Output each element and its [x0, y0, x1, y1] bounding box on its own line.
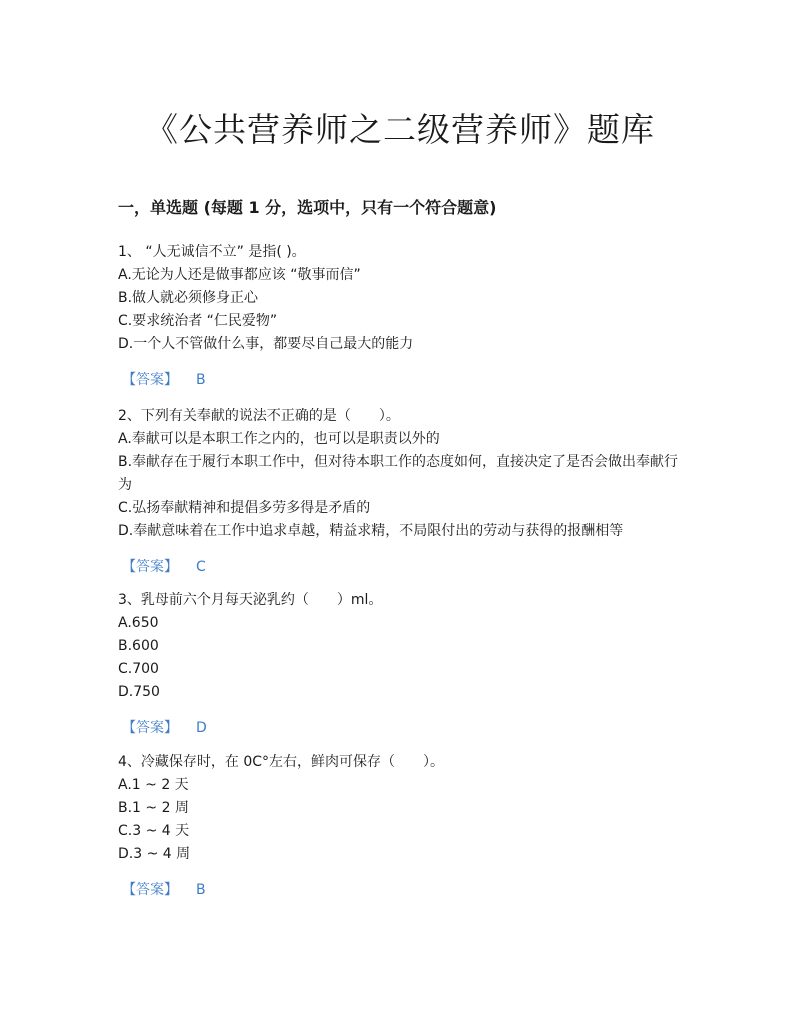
option-d: D.一个人不管做什么事，都要尽自己最大的能力 [118, 336, 414, 352]
option-b: B.600 [118, 638, 159, 654]
answer-value: B [196, 882, 206, 898]
answer-line [118, 879, 688, 902]
option-c: C.要求统治者 “仁民爱物” [118, 313, 278, 329]
option-d: D.奉献意味着在工作中追求卓越，精益求精，不局限付出的劳动与获得的报酬相等 [118, 523, 624, 539]
option-c: C.700 [118, 661, 159, 677]
option-c: C.弘扬奉献精神和提倡多劳多得是矛盾的 [118, 500, 371, 516]
option-a: A.1 ~ 2 天 [118, 777, 189, 793]
answer-line [118, 369, 688, 392]
answer-line [118, 556, 688, 579]
question-2 [118, 405, 688, 579]
document-title: 《公共营养师之二级营养师》题库 [145, 110, 655, 149]
question-4 [118, 751, 688, 902]
option-b: B.1 ~ 2 周 [118, 800, 189, 816]
section-heading: 一，单选题 (每题 1 分，选项中，只有一个符合题意) [118, 198, 497, 217]
answer-value: B [196, 372, 206, 388]
option-d: D.750 [118, 684, 160, 700]
option-a: A.奉献可以是本职工作之内的，也可以是职责以外的 [118, 431, 440, 447]
answer-label: 【答案】 [122, 720, 178, 736]
answer-label: 【答案】 [122, 882, 178, 898]
question-stem: 3、乳母前六个月每天泌乳约（ ）ml。 [118, 592, 383, 608]
answer-value: D [196, 720, 207, 736]
option-b: B.做人就必须修身正心 [118, 290, 259, 306]
question-stem: 1、 “人无诚信不立” 是指( )。 [118, 244, 306, 260]
question-1 [118, 241, 688, 392]
answer-line [118, 717, 688, 740]
question-stem: 2、下列有关奉献的说法不正确的是（ ）。 [118, 408, 400, 424]
option-a: A.无论为人还是做事都应该 “敬事而信” [118, 267, 361, 283]
answer-label: 【答案】 [122, 559, 178, 575]
question-3 [118, 589, 688, 740]
option-b: B.奉献存在于履行本职工作中，但对待本职工作的态度如何，直接决定了是否会做出奉献行为 [118, 454, 679, 493]
answer-label: 【答案】 [122, 372, 178, 388]
option-a: A.650 [118, 615, 159, 631]
question-stem: 4、冷藏保存时，在 0C°左右，鲜肉可保存（ ）。 [118, 754, 445, 770]
option-d: D.3 ~ 4 周 [118, 846, 191, 862]
option-c: C.3 ~ 4 天 [118, 823, 190, 839]
answer-value: C [196, 559, 206, 575]
